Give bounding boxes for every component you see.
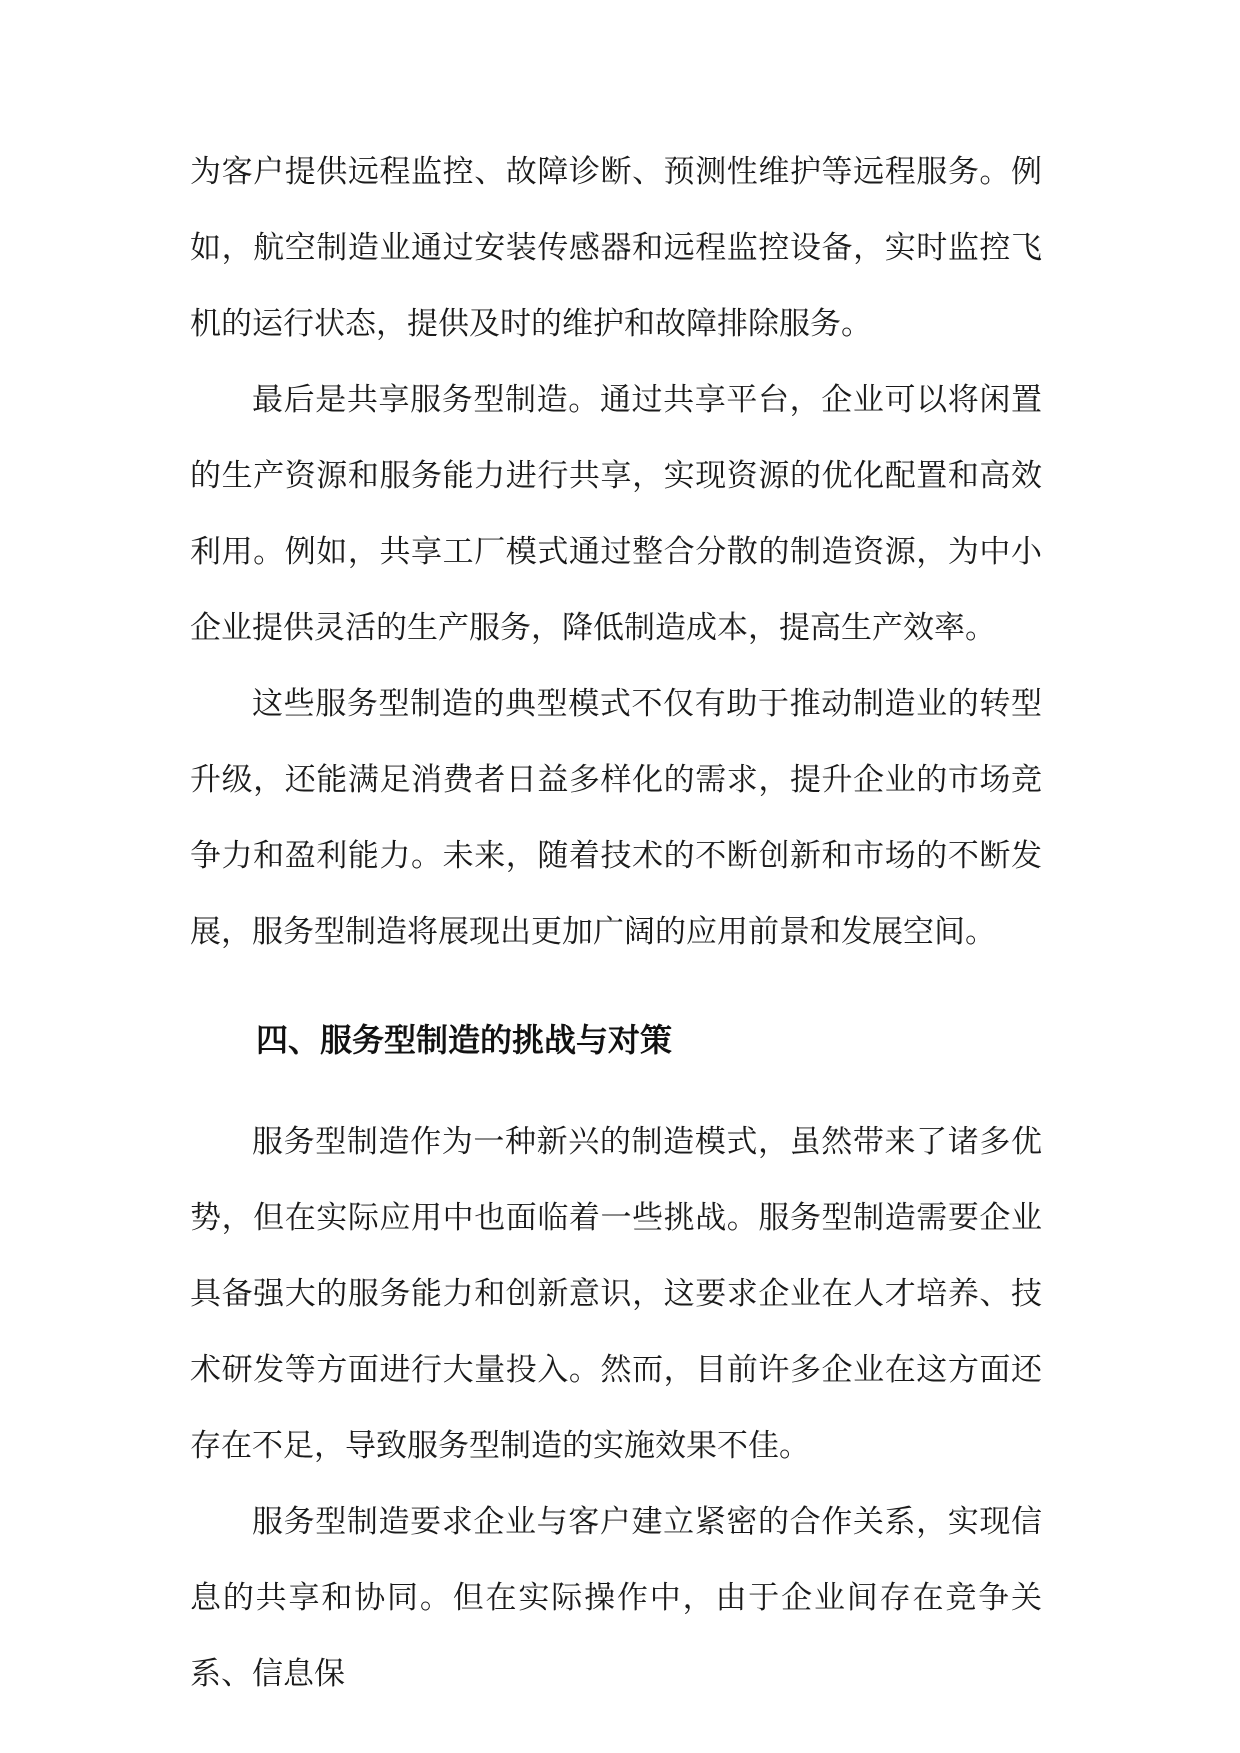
paragraph-challenges-cooperation: 服务型制造要求企业与客户建立紧密的合作关系，实现信息的共享和协同。但在实际操作中，由于企业间存在竞争关系、信息保 [190,1504,1042,1692]
section-heading: 四、服务型制造的挑战与对策 [256,1021,673,1059]
body-text-top [190,134,1042,970]
paragraph-typical-modes-summary: 这些服务型制造的典型模式不仅有助于推动制造业的转型升级，还能满足消费者日益多样化的需求，提升企业的市场竞争力和盈利能力。未来，随着技术的不断创新和市场的不断发展，服务型制造将展现出更加广阔的应用前景和发展空间。 [190,686,1042,950]
body-text-bottom [190,1104,1042,1712]
paragraph-remote-service: 为客户提供远程监控、故障诊断、预测性维护等远程服务。例如，航空制造业通过安装传感器和远程监控设备，实时监控飞机的运行状态，提供及时的维护和故障排除服务。 [190,154,1042,342]
paragraph-shared-manufacturing: 最后是共享服务型制造。通过共享平台，企业可以将闲置的生产资源和服务能力进行共享，实现资源的优化配置和高效利用。例如，共享工厂模式通过整合分散的制造资源，为中小企业提供灵活的生产服务，降低制造成本，提高生产效率。 [190,382,1042,646]
paragraph-challenges-investment: 服务型制造作为一种新兴的制造模式，虽然带来了诸多优势，但在实际应用中也面临着一些挑战。服务型制造需要企业具备强大的服务能力和创新意识，这要求企业在人才培养、技术研发等方面进行大量投入。然而，目前许多企业在这方面还存在不足，导致服务型制造的实施效果不佳。 [190,1124,1042,1464]
